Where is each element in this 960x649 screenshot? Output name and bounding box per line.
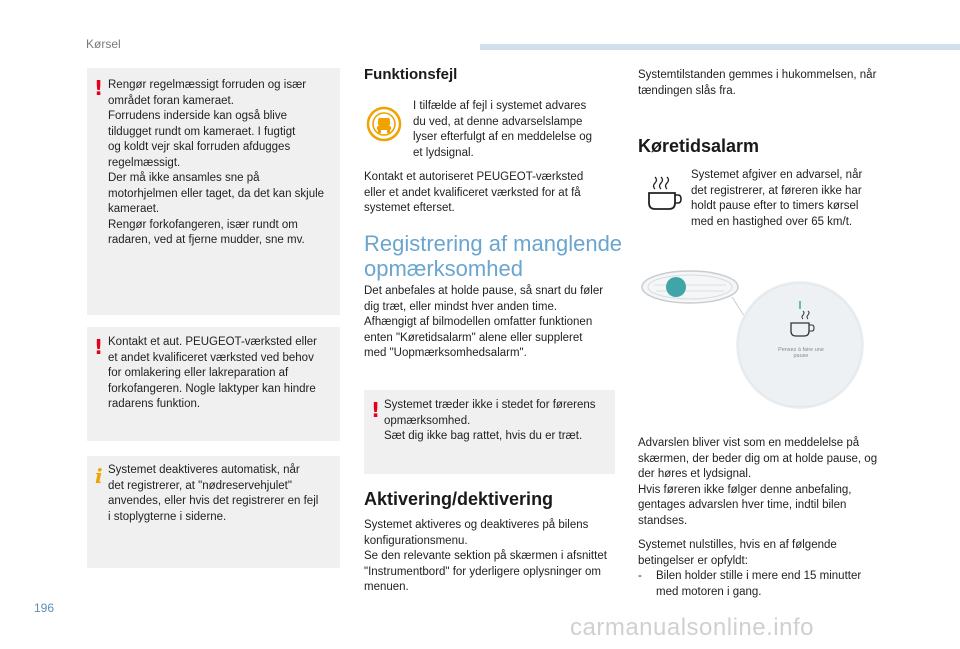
- warning-text: Rengør regelmæssigt forruden og især området foran kameraet. Forrudens inderside kan også blive tildugget rundt om kameraet. I fugtigt og koldt vejr skal forruden afdugges regelmæssigt. Der må ikke ansamles sne på motorhjelmen eller taget, da det kan skjule kameraet. Rengør forkofangeren, især rundt om radaren, ved at fjerne mudder, sne mv.: [108, 79, 325, 246]
- section-heading-attention: Registrering af manglende opmærksomhed: [364, 231, 623, 281]
- chapter-title: Kørsel: [86, 37, 121, 51]
- aktivering-heading: Aktivering/dektivering: [364, 489, 554, 509]
- funktionsfejl-icon-text: I tilfælde af fejl i systemet advares du ved, at denne advarselslampe lyser efterfulgt af en meddelelse og et lydsignal.: [413, 100, 592, 159]
- info-text: Systemet deaktiveres automatisk, når det registrerer, at "nødreservehjulet" anvendes, eller hvis det registrerer en fejl i stoplygterne i siderne.: [108, 464, 319, 523]
- warning-icon: !: [94, 335, 104, 359]
- aktivering-paragraph: Systemet aktiveres og deaktiveres på bilens konfigurationsmenu. Se den relevante sektion på skærmen i afsnittet "Instrumentbord" for yderligere oplysninger om menuen.: [364, 519, 607, 593]
- page-number: 196: [34, 601, 55, 615]
- warning-box-attention: [364, 390, 615, 474]
- service-warning-lamp-icon: [364, 104, 404, 144]
- funktionsfejl-heading: Funktionsfejl: [364, 66, 458, 83]
- section-paragraph: Det anbefales at holde pause, så snart du føler dig træt, eller mindst hver anden time. Afhængigt af bilmodellen omfatter funktionen enten "Køretidsalarm" alene eller suppleret med "Uopmærksomhedsalarm".: [364, 285, 604, 359]
- reset-paragraph: Systemet nulstilles, hvis en af følgende betingelser er opfyldt:: [638, 539, 837, 567]
- warning-box-paint: [87, 327, 340, 441]
- koretidsalarm-heading: Køretidsalarm: [638, 136, 760, 156]
- watermark: carmanualsonline.info: [570, 614, 814, 641]
- warning-text: Systemet træder ikke i stedet for førerens opmærksomhed. Sæt dig ikke bag rattet, hvis du er træt.: [384, 399, 596, 442]
- funktionsfejl-paragraph: Kontakt et autoriseret PEUGEOT-værksted eller et andet kvalificeret værksted for at få systemet efterset.: [364, 171, 584, 214]
- warning-icon: !: [371, 398, 381, 422]
- instrument-panel-illustration: [640, 265, 890, 425]
- warning-display-paragraph: Advarslen bliver vist som en meddelelse på skærmen, der beder dig om at holde pause, og der høres et lydsignal. Hvis føreren ikke følger denne anbefaling, gentages advarslen hver time, indtil bilen standses.: [638, 437, 878, 527]
- koretidsalarm-icon-text: Systemet afgiver en advarsel, når det registrerer, at føreren ikke har holdt pause efter to timers kørsel med en hastighed over 65 km/t.: [691, 169, 863, 228]
- memory-paragraph: Systemtilstanden gemmes i hukommelsen, når tændingen slås fra.: [638, 69, 877, 97]
- display-caption: Pensez à faire une pause: [778, 347, 824, 359]
- warning-text: Kontakt et aut. PEUGEOT-værksted eller et andet kvalificeret værksted ved behov for omlakering eller lakreparation af forkofangeren. Nogle laktyper kan hindre radarens funktion.: [108, 336, 317, 410]
- warning-box-cleaning: [87, 68, 340, 315]
- reset-conditions-list: [638, 569, 900, 600]
- warning-icon: !: [94, 76, 104, 100]
- info-box-spare-wheel: [87, 456, 340, 568]
- list-item: [638, 569, 900, 600]
- header-bar: [480, 44, 960, 50]
- list-dash: -: [638, 570, 642, 582]
- coffee-cup-icon: [643, 173, 683, 213]
- info-icon: i: [95, 464, 103, 488]
- list-item-text: Bilen holder stille i mere end 15 minutter med motoren i gang.: [656, 570, 862, 598]
